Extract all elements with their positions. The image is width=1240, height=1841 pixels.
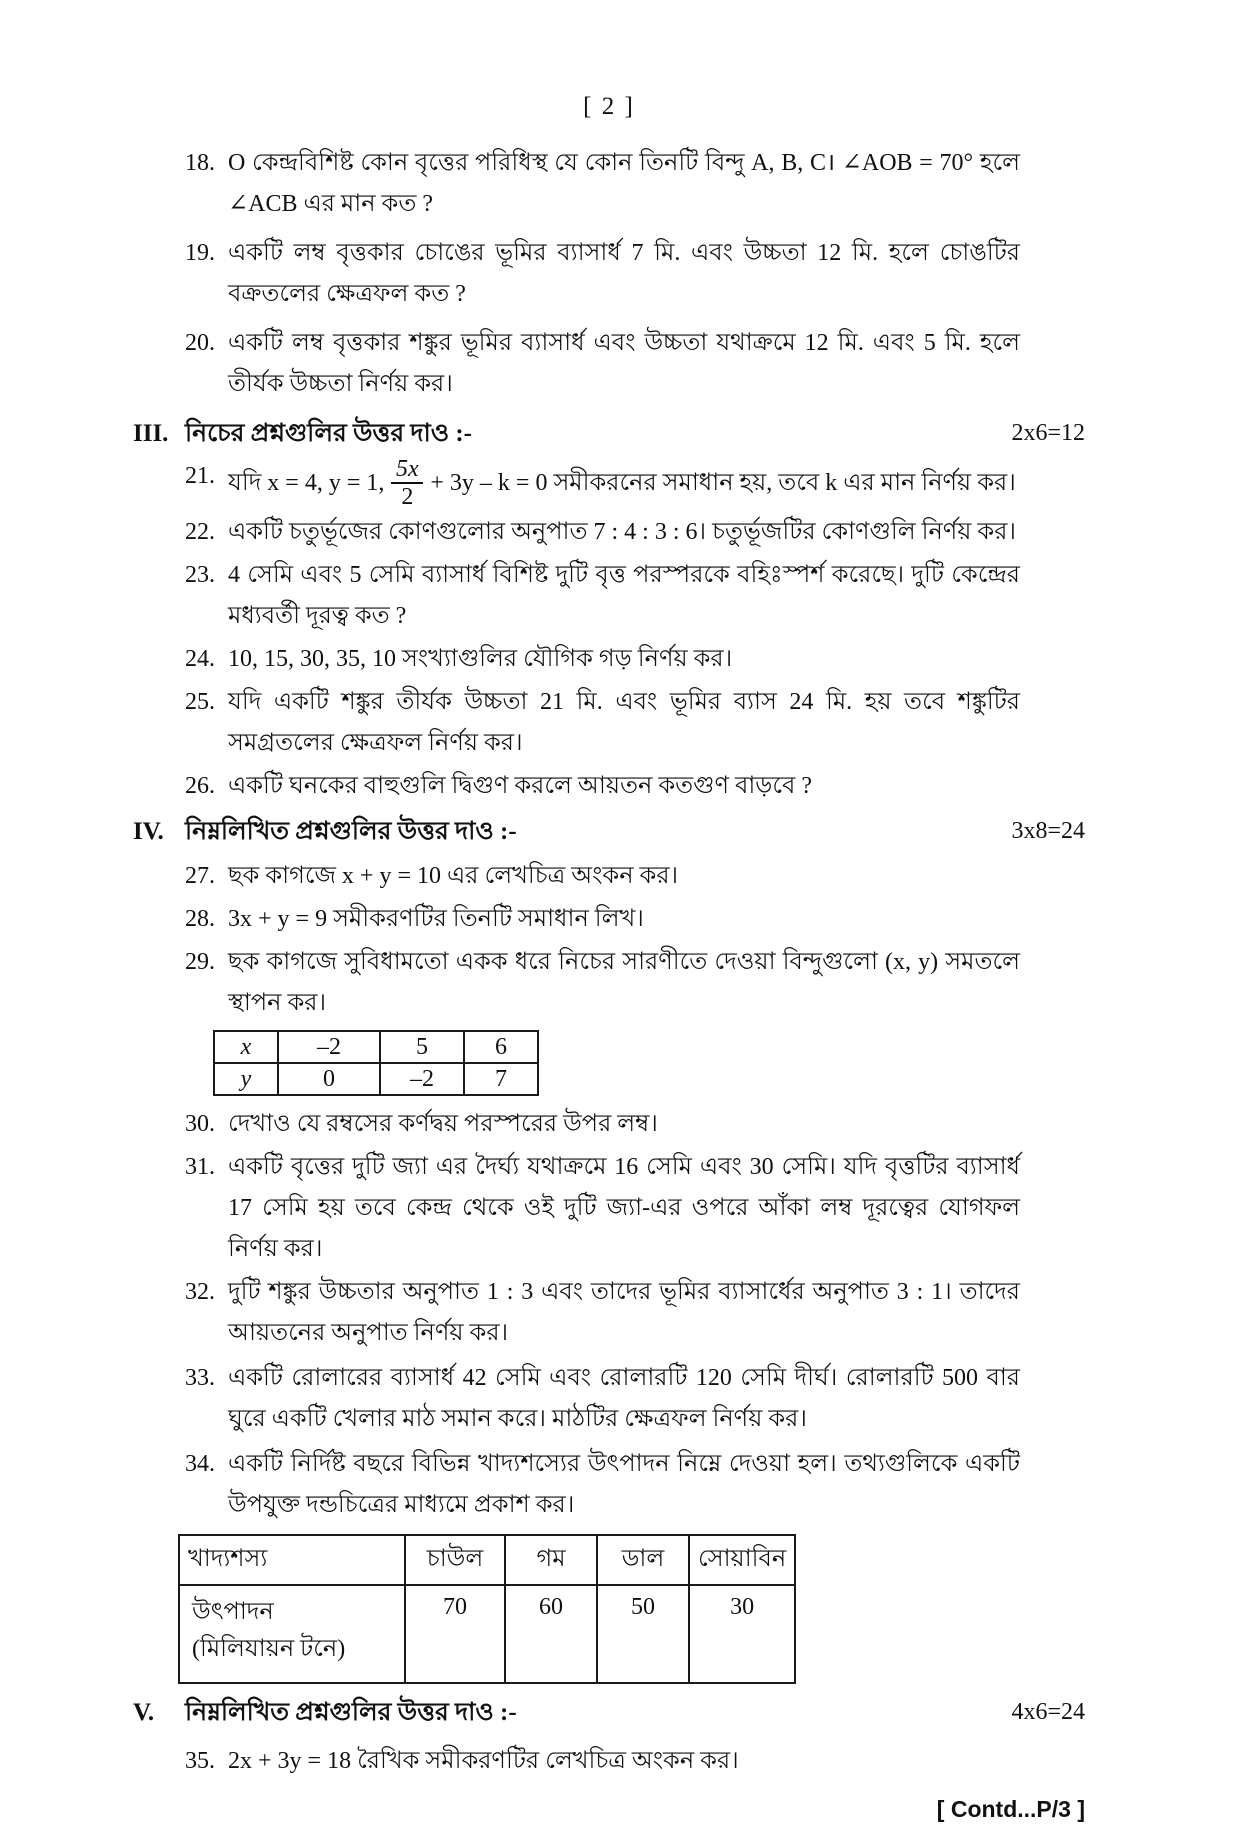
question-32-text: দুটি শঙ্কুর উচ্চতার অনুপাত 1 : 3 এবং তাদের ভূমির ব্যাসার্ধের অনুপাত 3 : 1। তাদের আয়তনের অনুপাত নির্ণয় কর। [228, 1279, 1020, 1346]
xy-table-y-label: y [214, 1063, 278, 1095]
fraction-denominator: 2 [391, 482, 423, 510]
section-v-heading [133, 1692, 1085, 1733]
question-28 [133, 899, 1085, 940]
question-35-text: 2x + 3y = 18 রৈখিক সমীকরণটির লেখচিত্র অংকন কর। [228, 1748, 739, 1774]
xy-table-cell: –2 [380, 1063, 464, 1095]
question-25-number: 25. [185, 689, 215, 715]
question-27-number: 27. [185, 863, 215, 889]
question-35 [133, 1741, 1085, 1782]
question-19 [133, 233, 1085, 315]
question-19-number: 19. [185, 240, 215, 266]
section-iv-title: নিম্নলিখিত প্রশ্নগুলির উত্তর দাও :- [185, 818, 517, 845]
table-header-row [179, 1535, 795, 1585]
table-row [214, 1063, 538, 1095]
question-23-text: 4 সেমি এবং 5 সেমি ব্যাসার্ধ বিশিষ্ট দুটি বৃত্ত পরস্পরকে বহিঃস্পর্শ করেছে। দুটি কেন্দ্রের মধ্যবর্তী দূরত্ব কত ? [228, 562, 1020, 629]
question-34-production-table [178, 1534, 796, 1684]
question-30 [133, 1104, 1085, 1145]
question-30-text: দেখাও যে রম্বসের কর্ণদ্বয় পরস্পরের উপর লম্ব। [228, 1111, 658, 1137]
question-20-number: 20. [185, 330, 215, 356]
question-35-number: 35. [185, 1748, 215, 1774]
question-26-number: 26. [185, 773, 215, 799]
question-21-text-post: + 3y – k = 0 সমীকরনের সমাধান হয়, তবে k এর মান নির্ণয় কর। [430, 470, 1016, 496]
question-21 [133, 456, 1085, 510]
question-33 [133, 1358, 1085, 1440]
question-24-number: 24. [185, 646, 215, 672]
question-32 [133, 1272, 1085, 1354]
question-29 [133, 942, 1085, 1024]
fraction-5x-over-2 [391, 456, 423, 510]
question-18 [133, 143, 1085, 225]
question-28-number: 28. [185, 906, 215, 932]
question-22 [133, 512, 1085, 553]
question-29-text: ছক কাগজে সুবিধামতো একক ধরে নিচের সারণীতে দেওয়া বিন্দুগুলো (x, y) সমতলে স্থাপন কর। [228, 949, 1020, 1016]
question-34-text: একটি নির্দিষ্ট বছরে বিভিন্ন খাদ্যশস্যের উৎপাদন নিম্নে দেওয়া হল। তথ্যগুলিকে একটি উপযুক্ত দন্ডচিত্রের মাধ্যমে প্রকাশ কর। [228, 1451, 1020, 1518]
production-table-header-rice: চাউল [405, 1535, 505, 1585]
question-31 [133, 1147, 1085, 1270]
question-29-number: 29. [185, 949, 215, 975]
question-25-text: যদি একটি শঙ্কুর তীর্যক উচ্চতা 21 মি. এবং ভূমির ব্যাস 24 মি. হয় তবে শঙ্কুটির সমগ্রতলের ক্ষেত্রফল নির্ণয় কর। [228, 689, 1020, 756]
section-v-numeral: V. [133, 1699, 155, 1726]
question-29-xy-table [213, 1030, 539, 1096]
xy-table-cell: 6 [464, 1031, 538, 1063]
question-18-number: 18. [185, 150, 215, 176]
table-data-row [179, 1585, 795, 1683]
production-table-header-pulse: ডাল [597, 1535, 689, 1585]
question-23 [133, 555, 1085, 637]
question-26 [133, 766, 1085, 807]
question-19-text: একটি লম্ব বৃত্তকার চোঙের ভূমির ব্যাসার্ধ 7 মি. এবং উচ্চতা 12 মি. হলে চোঙটির বক্রতলের ক্ষেত্রফল কত ? [228, 240, 1020, 307]
question-32-number: 32. [185, 1279, 215, 1305]
section-v-title: নিম্নলিখিত প্রশ্নগুলির উত্তর দাও :- [185, 1699, 517, 1726]
question-30-number: 30. [185, 1111, 215, 1137]
production-value-wheat: 60 [505, 1585, 597, 1683]
question-28-text: 3x + y = 9 সমীকরণটির তিনটি সমাধান লিখ। [228, 906, 644, 932]
question-23-number: 23. [185, 562, 215, 588]
question-31-number: 31. [185, 1154, 215, 1180]
fraction-numerator: 5x [396, 456, 419, 482]
question-34 [133, 1444, 1085, 1526]
question-21-number: 21. [185, 463, 215, 489]
production-value-pulse: 50 [597, 1585, 689, 1683]
row-label-line1: উৎপাদন [192, 1599, 274, 1625]
question-33-number: 33. [185, 1365, 215, 1391]
question-33-text: একটি রোলারের ব্যাসার্ধ 42 সেমি এবং রোলারটি 120 সেমি দীর্ঘ। রোলারটি 500 বার ঘুরে একটি খেলার মাঠ সমান করে। মাঠটির ক্ষেত্রফল নির্ণয় কর। [228, 1365, 1020, 1432]
section-iii-marks: 2x6=12 [1011, 420, 1085, 446]
question-21-text [228, 456, 1016, 510]
production-table-header-wheat: গম [505, 1535, 597, 1585]
xy-table-cell: 7 [464, 1063, 538, 1095]
section-v-marks: 4x6=24 [1011, 1699, 1085, 1725]
row-label-line2: (মিলিযায়ন টনে) [192, 1636, 346, 1662]
page-number: [ 2 ] [583, 93, 635, 120]
xy-table-cell: 5 [380, 1031, 464, 1063]
question-22-text: একটি চতুর্ভূজের কোণগুলোর অনুপাত 7 : 4 : 3 : 6। চতুর্ভূজটির কোণগুলি নির্ণয় কর। [228, 519, 1016, 545]
question-18-text: O কেন্দ্রবিশিষ্ট কোন বৃত্তের পরিধিস্থ যে কোন তিনটি বিন্দু A, B, C। ∠AOB = 70° হলে ∠ACB এর মান কত ? [228, 150, 1020, 217]
production-value-soybean: 30 [689, 1585, 795, 1683]
production-table-row-label [179, 1585, 405, 1683]
question-25 [133, 682, 1085, 764]
continued-footer: [ Contd...P/3 ] [936, 1796, 1085, 1822]
production-value-rice: 70 [405, 1585, 505, 1683]
question-20 [133, 323, 1085, 405]
question-27-text: ছক কাগজে x + y = 10 এর লেখচিত্র অংকন কর। [228, 863, 679, 889]
section-iii-heading [133, 413, 1085, 454]
section-iii-numeral: III. [133, 420, 169, 447]
question-24 [133, 639, 1085, 680]
question-27 [133, 856, 1085, 897]
xy-table-cell: –2 [278, 1031, 380, 1063]
question-20-text: একটি লম্ব বৃত্তকার শঙ্কুর ভূমির ব্যাসার্ধ এবং উচ্চতা যথাক্রমে 12 মি. এবং 5 মি. হলে তীর্যক উচ্চতা নির্ণয় কর। [228, 330, 1020, 397]
question-31-text: একটি বৃত্তের দুটি জ্যা এর দৈর্ঘ্য যথাক্রমে 16 সেমি এবং 30 সেমি। যদি বৃত্তটির ব্যাসার্ধ 17 সেমি হয় তবে কেন্দ্র থেকে ওই দুটি জ্যা-এর ওপরে আঁকা লম্ব দূরত্বের যোগফল নির্ণয় কর। [228, 1154, 1020, 1262]
exam-paper-page-2 [0, 86, 1240, 1841]
section-iv-marks: 3x8=24 [1011, 818, 1085, 844]
section-iii-title: নিচের প্রশ্নগুলির উত্তর দাও :- [185, 420, 473, 447]
table-row [214, 1031, 538, 1063]
question-21-text-pre: যদি x = 4, y = 1, [228, 470, 385, 496]
question-22-number: 22. [185, 519, 215, 545]
question-34-number: 34. [185, 1451, 215, 1477]
question-26-text: একটি ঘনকের বাহুগুলি দ্বিগুণ করলে আয়তন কতগুণ বাড়বে ? [228, 773, 813, 799]
production-table-header-crop: খাদ্যশস্য [179, 1535, 405, 1585]
section-iv-heading [133, 811, 1085, 852]
section-iv-numeral: IV. [133, 818, 164, 845]
question-24-text: 10, 15, 30, 35, 10 সংখ্যাগুলির যৌগিক গড় নির্ণয় কর। [228, 646, 733, 672]
xy-table-x-label: x [214, 1031, 278, 1063]
xy-table-cell: 0 [278, 1063, 380, 1095]
production-table-header-soybean: সোয়াবিন [689, 1535, 795, 1585]
